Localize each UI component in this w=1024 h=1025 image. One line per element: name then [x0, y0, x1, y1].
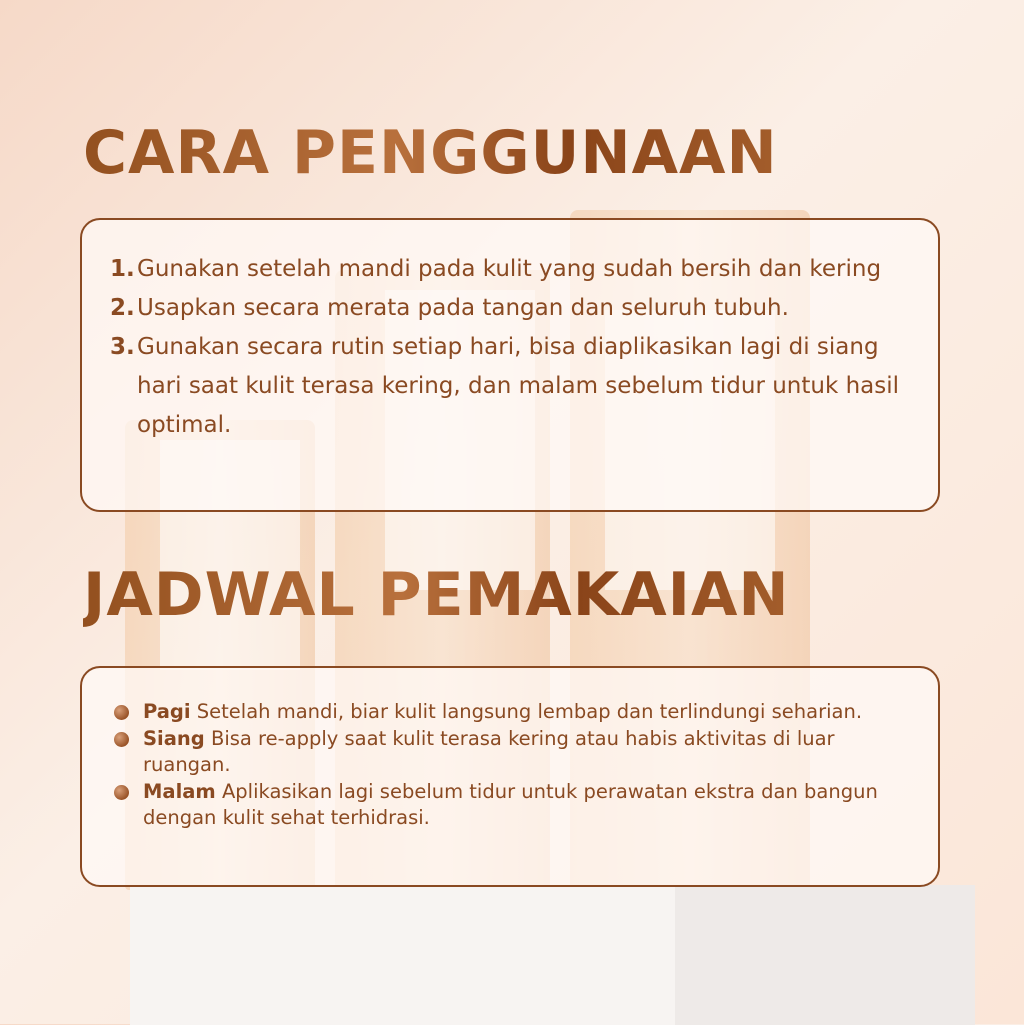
schedule-text: Setelah mandi, biar kulit langsung lembap dan terlindungi seharian. — [196, 700, 863, 723]
schedule-item — [114, 726, 908, 778]
step-text: Gunakan setelah mandi pada kulit yang sudah bersih dan kering — [137, 256, 882, 282]
pedestal-shadow — [675, 885, 975, 1025]
usage-step — [110, 250, 918, 289]
schedule-text: Bisa re-apply saat kulit terasa kering atau habis aktivitas di luar ruangan. — [143, 727, 835, 776]
section-title-usage: CARA PENGGUNAAN — [83, 118, 778, 188]
step-number: 2. — [110, 295, 135, 321]
schedule-item — [114, 699, 908, 725]
bullet-icon — [114, 785, 129, 800]
section-title-schedule: JADWAL PEMAKAIAN — [83, 560, 790, 630]
usage-step — [110, 328, 918, 445]
schedule-item — [114, 779, 908, 831]
schedule-text: Aplikasikan lagi sebelum tidur untuk perawatan ekstra dan bangun dengan kulit sehat terhidrasi. — [143, 780, 878, 829]
bullet-icon — [114, 732, 129, 747]
usage-step — [110, 289, 918, 328]
usage-steps-list — [110, 250, 918, 445]
schedule-time: Pagi — [143, 700, 191, 723]
schedule-time: Malam — [143, 780, 216, 803]
step-text: Usapkan secara merata pada tangan dan seluruh tubuh. — [137, 295, 789, 321]
schedule-box — [80, 666, 940, 887]
step-number: 3. — [110, 334, 135, 360]
step-number: 1. — [110, 256, 135, 282]
bullet-icon — [114, 705, 129, 720]
schedule-list — [114, 699, 908, 831]
schedule-time: Siang — [143, 727, 205, 750]
usage-steps-box — [80, 218, 940, 512]
step-text: Gunakan secara rutin setiap hari, bisa diaplikasikan lagi di siang hari saat kulit terasa kering, dan malam sebelum tidur untuk hasil optimal. — [137, 334, 900, 438]
